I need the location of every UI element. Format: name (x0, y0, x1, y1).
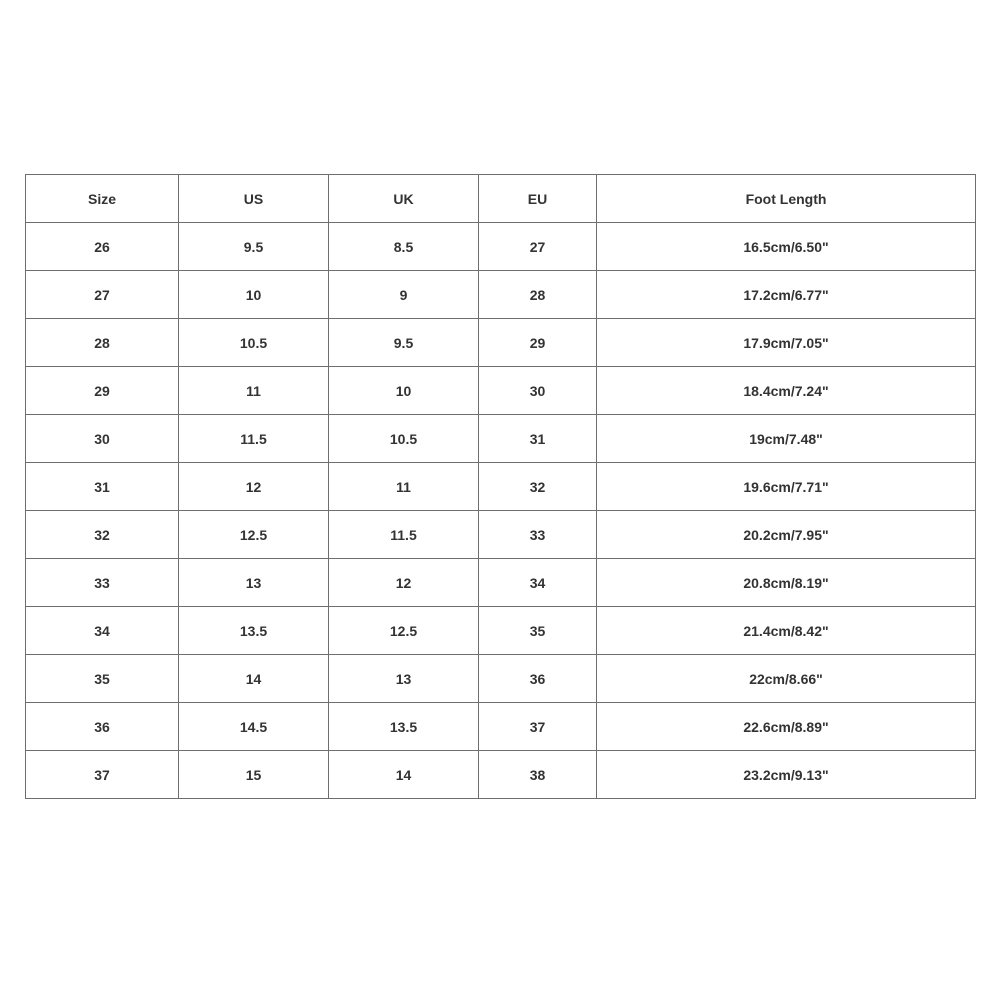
cell-uk: 14 (329, 751, 479, 799)
cell-size: 35 (26, 655, 179, 703)
cell-eu: 37 (479, 703, 597, 751)
cell-foot-length: 18.4cm/7.24" (597, 367, 976, 415)
cell-eu: 33 (479, 511, 597, 559)
header-us: US (179, 175, 329, 223)
cell-us: 14.5 (179, 703, 329, 751)
table-row (26, 223, 976, 271)
table-row (26, 415, 976, 463)
size-chart-table (25, 174, 976, 799)
cell-us: 13 (179, 559, 329, 607)
cell-foot-length: 19.6cm/7.71" (597, 463, 976, 511)
cell-uk: 13 (329, 655, 479, 703)
cell-foot-length: 23.2cm/9.13" (597, 751, 976, 799)
cell-us: 13.5 (179, 607, 329, 655)
cell-us: 11.5 (179, 415, 329, 463)
table-row (26, 271, 976, 319)
header-foot-length: Foot Length (597, 175, 976, 223)
cell-foot-length: 20.2cm/7.95" (597, 511, 976, 559)
cell-eu: 31 (479, 415, 597, 463)
cell-us: 12.5 (179, 511, 329, 559)
table-row (26, 751, 976, 799)
cell-eu: 34 (479, 559, 597, 607)
table-row (26, 319, 976, 367)
cell-uk: 10.5 (329, 415, 479, 463)
cell-foot-length: 20.8cm/8.19" (597, 559, 976, 607)
cell-size: 26 (26, 223, 179, 271)
header-eu: EU (479, 175, 597, 223)
cell-size: 33 (26, 559, 179, 607)
cell-foot-length: 19cm/7.48" (597, 415, 976, 463)
cell-foot-length: 17.9cm/7.05" (597, 319, 976, 367)
cell-us: 12 (179, 463, 329, 511)
cell-us: 11 (179, 367, 329, 415)
cell-us: 10.5 (179, 319, 329, 367)
table-row (26, 511, 976, 559)
cell-size: 36 (26, 703, 179, 751)
header-uk: UK (329, 175, 479, 223)
cell-eu: 27 (479, 223, 597, 271)
table-row (26, 703, 976, 751)
cell-us: 15 (179, 751, 329, 799)
cell-foot-length: 22cm/8.66" (597, 655, 976, 703)
cell-size: 29 (26, 367, 179, 415)
cell-us: 9.5 (179, 223, 329, 271)
cell-uk: 12.5 (329, 607, 479, 655)
cell-uk: 11 (329, 463, 479, 511)
cell-size: 30 (26, 415, 179, 463)
table-row (26, 463, 976, 511)
cell-size: 27 (26, 271, 179, 319)
cell-eu: 30 (479, 367, 597, 415)
cell-us: 10 (179, 271, 329, 319)
cell-foot-length: 17.2cm/6.77" (597, 271, 976, 319)
cell-eu: 38 (479, 751, 597, 799)
table-row (26, 607, 976, 655)
table-row (26, 559, 976, 607)
table-row (26, 655, 976, 703)
cell-size: 28 (26, 319, 179, 367)
cell-uk: 8.5 (329, 223, 479, 271)
cell-uk: 13.5 (329, 703, 479, 751)
cell-foot-length: 16.5cm/6.50" (597, 223, 976, 271)
header-size: Size (26, 175, 179, 223)
cell-uk: 11.5 (329, 511, 479, 559)
cell-size: 31 (26, 463, 179, 511)
table-header-row (26, 175, 976, 223)
cell-eu: 29 (479, 319, 597, 367)
cell-uk: 9 (329, 271, 479, 319)
cell-foot-length: 22.6cm/8.89" (597, 703, 976, 751)
cell-size: 34 (26, 607, 179, 655)
cell-eu: 35 (479, 607, 597, 655)
cell-uk: 12 (329, 559, 479, 607)
cell-size: 32 (26, 511, 179, 559)
cell-size: 37 (26, 751, 179, 799)
cell-foot-length: 21.4cm/8.42" (597, 607, 976, 655)
table-row (26, 367, 976, 415)
cell-eu: 32 (479, 463, 597, 511)
cell-eu: 36 (479, 655, 597, 703)
cell-uk: 10 (329, 367, 479, 415)
cell-uk: 9.5 (329, 319, 479, 367)
cell-eu: 28 (479, 271, 597, 319)
cell-us: 14 (179, 655, 329, 703)
